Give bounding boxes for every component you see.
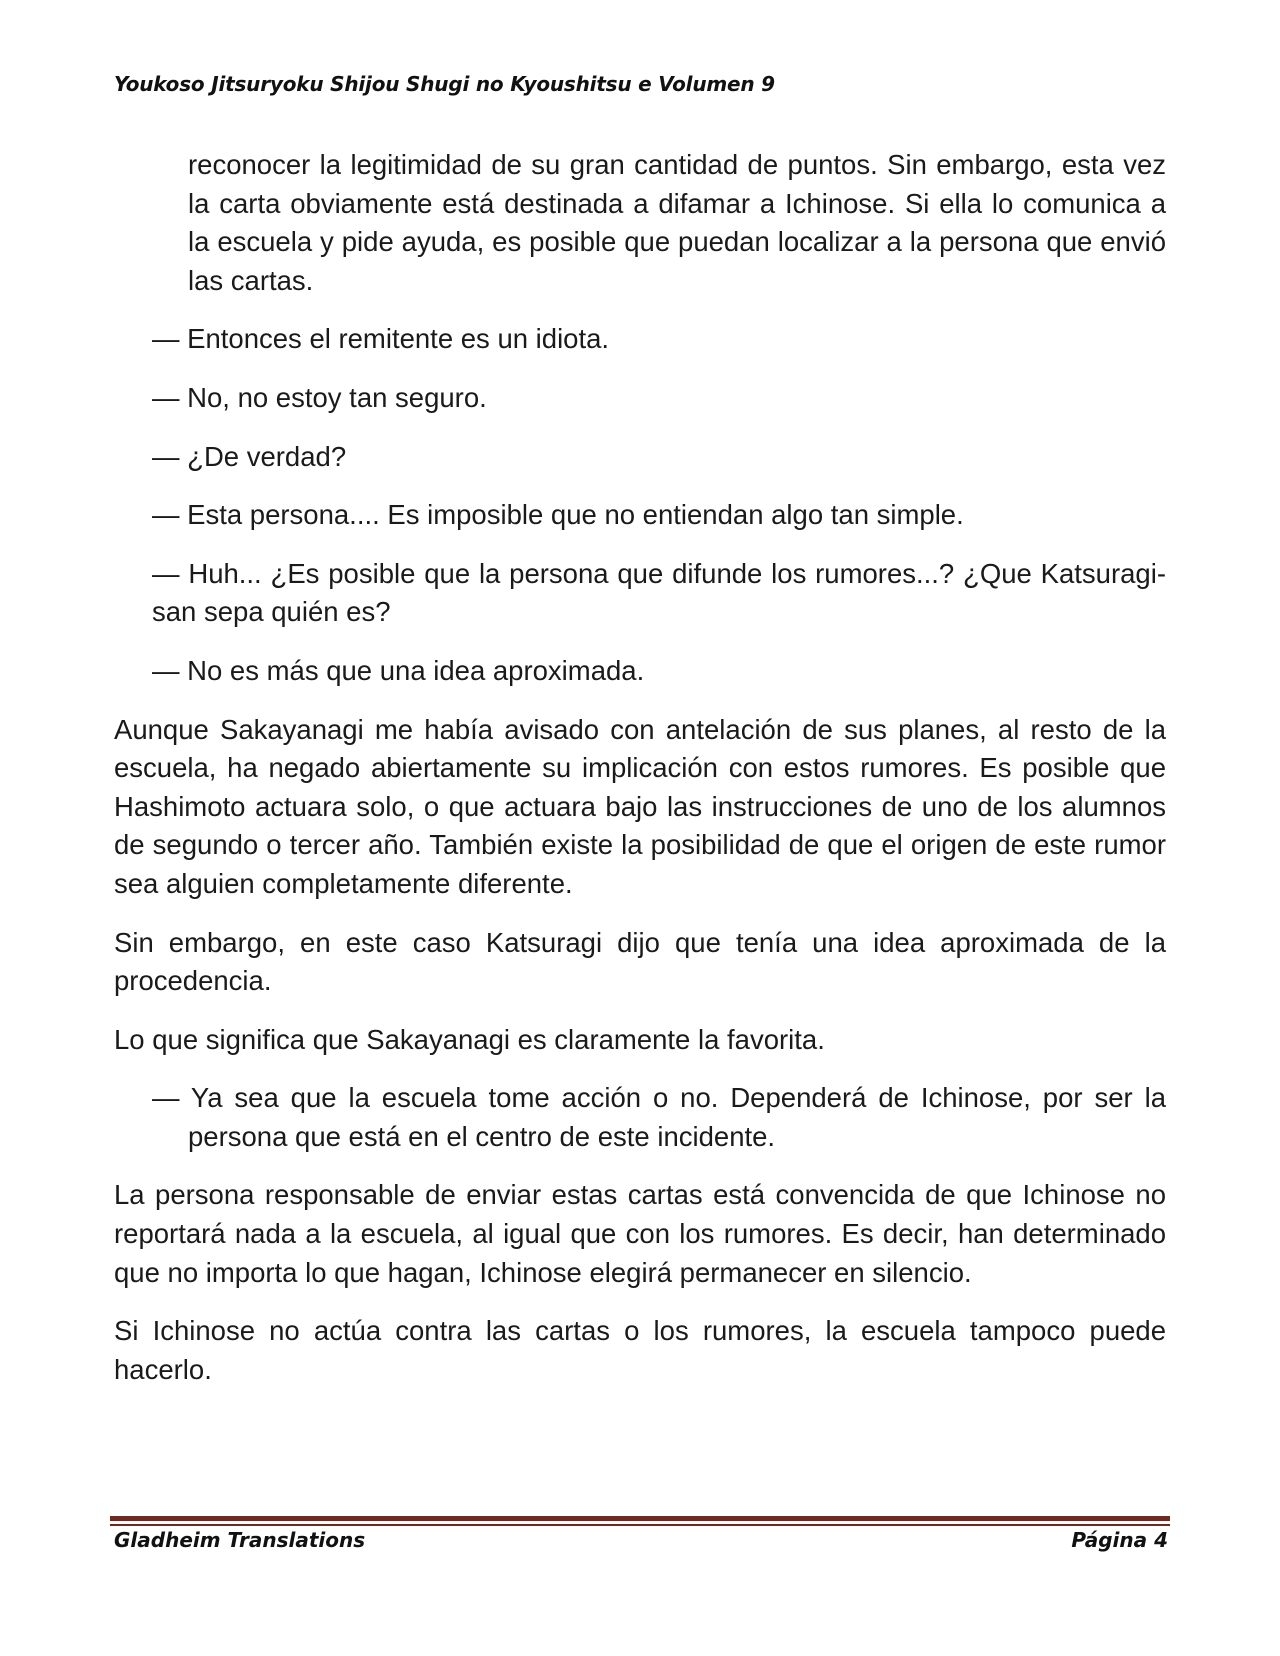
dialogue-line: — Huh... ¿Es posible que la persona que difunde los rumores...? ¿Que Katsuragi-san sepa quién es? [152, 557, 1166, 628]
document-body [114, 146, 1166, 1409]
paragraph: Aunque Sakayanagi me había avisado con antelación de sus planes, al resto de la escuela, ha negado abiertamente su implicación con estos rumores. Es posible que Hashimoto actuara solo, o que actuara bajo las instrucciones de uno de los alumnos de segundo o tercer año. También existe la posibilidad de que el origen de este rumor sea alguien completamente diferente. [114, 713, 1166, 899]
footer-divider-thin [110, 1524, 1170, 1526]
dialogue-line: — Ya sea que la escuela tome acción o no. Dependerá de Ichinose, por ser la persona que está en el centro de este incidente. [152, 1082, 1166, 1152]
page-number: Página 4 [1071, 1528, 1168, 1552]
footer-credit: Gladheim Translations [114, 1528, 366, 1552]
paragraph: reconocer la legitimidad de su gran cantidad de puntos. Sin embargo, esta vez la carta obviamente está destinada a difamar a Ichinose. Si ella lo comunica a la escuela y pide ayuda, es posible que puedan localizar a la persona que envió las cartas. [188, 149, 1166, 296]
paragraph: La persona responsable de enviar estas cartas está convencida de que Ichinose no reportará nada a la escuela, al igual que con los rumores. Es decir, han determinado que no importa lo que hagan, Ichinose elegirá permanecer en silencio. [114, 1179, 1166, 1288]
dialogue-line: — Esta persona.... Es imposible que no entiendan algo tan simple. [152, 499, 964, 531]
footer-divider [110, 1516, 1170, 1521]
paragraph: Lo que significa que Sakayanagi es claramente la favorita. [114, 1023, 825, 1055]
dialogue-line: — No es más que una idea aproximada. [152, 654, 645, 686]
paragraph: Si Ichinose no actúa contra las cartas o los rumores, la escuela tampoco puede hacerlo. [114, 1315, 1166, 1385]
dialogue-line: — ¿De verdad? [152, 440, 347, 472]
dialogue-line: — Entonces el remitente es un idiota. [152, 323, 610, 355]
dialogue-line: — No, no estoy tan seguro. [152, 381, 487, 413]
page-header-title: Youkoso Jitsuryoku Shijou Shugi no Kyoushitsu e Volumen 9 [114, 72, 775, 96]
paragraph: Sin embargo, en este caso Katsuragi dijo que tenía una idea aproximada de la procedencia. [114, 926, 1166, 997]
